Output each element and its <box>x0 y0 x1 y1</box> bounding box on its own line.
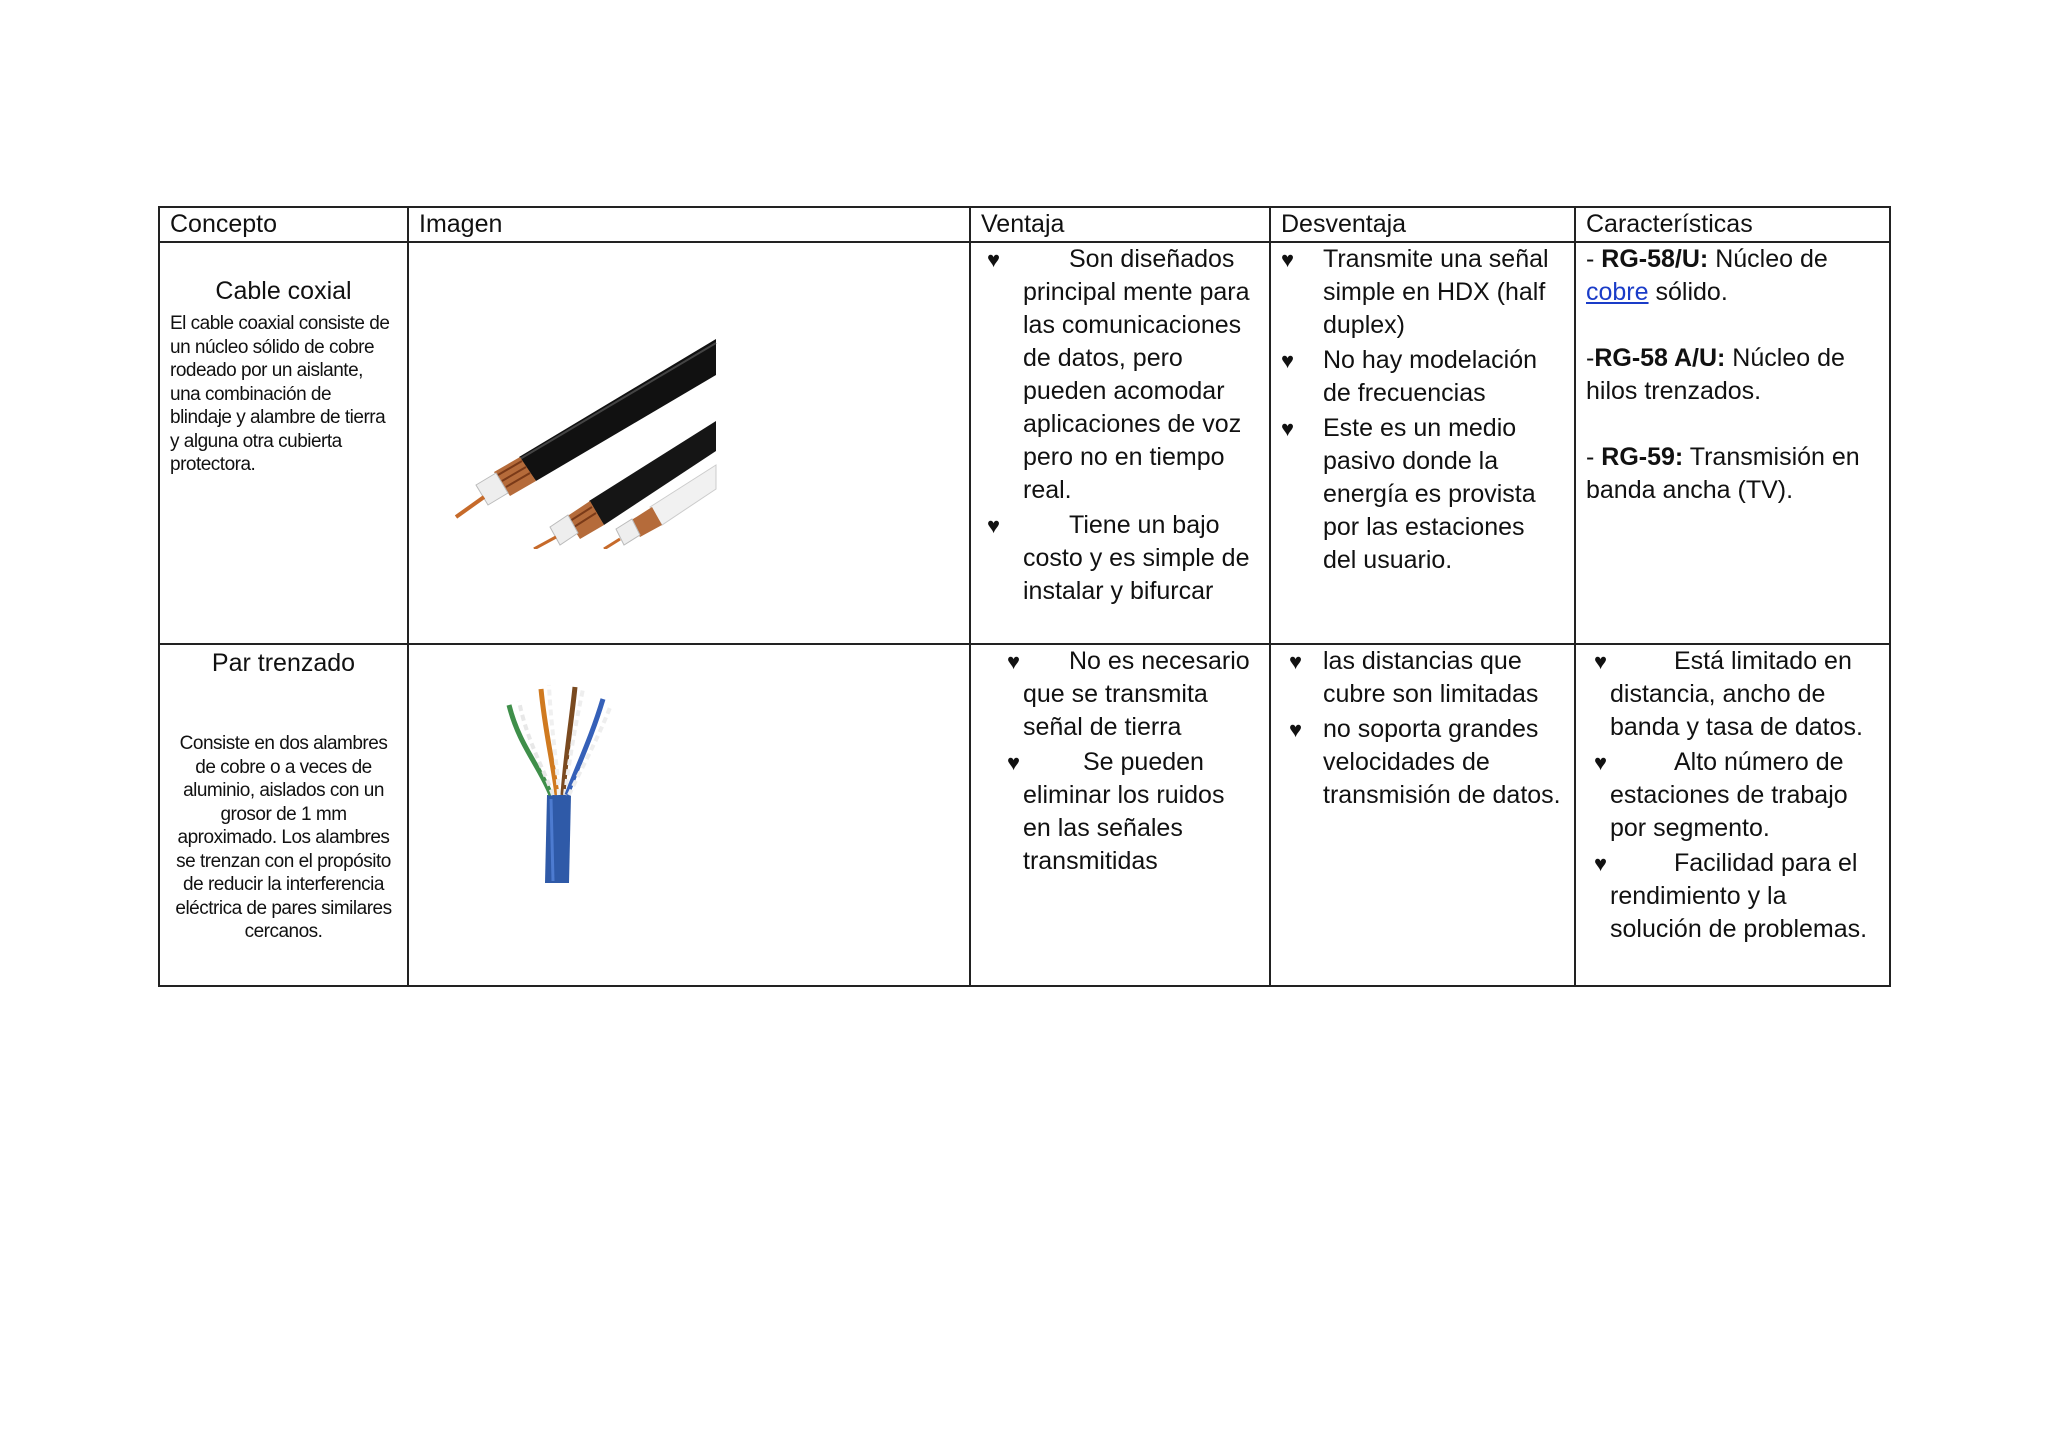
table-header-row <box>159 207 1890 242</box>
heart-bullet-icon: ♥ <box>1289 717 1303 742</box>
header-imagen: Imagen <box>408 207 970 242</box>
coaxial-cable-photo <box>454 339 734 549</box>
list-item: ♥ Alto número de estaciones de trabajo por segmento. <box>1594 748 1848 842</box>
header-concepto: Concepto <box>159 207 408 242</box>
ventaja-cell <box>970 644 1270 986</box>
table-row-par-trenzado <box>159 644 1890 986</box>
list-item: ♥ Tiene un bajo costo y es simple de instalar y bifurcar <box>987 511 1250 605</box>
desventajas-list <box>1281 243 1564 577</box>
heart-bullet-icon: ♥ <box>1594 649 1608 674</box>
heart-bullet-icon: ♥ <box>1007 649 1021 674</box>
table-row-coaxial <box>159 242 1890 644</box>
heart-bullet-icon: ♥ <box>1281 247 1295 272</box>
header-desventaja: Desventaja <box>1270 207 1575 242</box>
concepto-cell <box>159 242 408 644</box>
heart-bullet-icon: ♥ <box>987 247 1001 272</box>
heart-bullet-icon: ♥ <box>1281 416 1295 441</box>
header-caracteristicas: Características <box>1575 207 1890 242</box>
caracteristicas-list <box>1586 645 1879 946</box>
ventajas-list <box>981 645 1259 878</box>
concept-description: El cable coaxial consiste de un núcleo sólido de cobre rodeado por un aislante, una combinación de blindaje y alambre de tierra y alguna otra cubierta protectora. <box>170 313 390 475</box>
list-item: ♥ Se pueden eliminar los ruidos en las señales transmitidas <box>1007 748 1225 875</box>
cobre-link[interactable]: cobre <box>1586 278 1649 306</box>
twisted-pair-cable-photo <box>479 675 649 885</box>
desventaja-cell <box>1270 242 1575 644</box>
heart-bullet-icon: ♥ <box>1281 348 1295 373</box>
header-ventaja: Ventaja <box>970 207 1270 242</box>
caracteristicas-cell <box>1575 242 1890 644</box>
image-cell <box>408 644 970 986</box>
concept-title: Par trenzado <box>211 649 356 677</box>
heart-bullet-icon: ♥ <box>1007 750 1021 775</box>
concept-description: Consiste en dos alambres de cobre o a veces de aluminio, aislados con un grosor de 1 mm aproximado. Los alambres se trenzan con el propósito de reducir la interferencia eléctrica de pares similares cercanos. <box>175 733 392 942</box>
list-item: ♥ Este es un medio pasivo donde la energía es provista por las estaciones del usuario. <box>1281 414 1536 574</box>
characteristic-rg58au: -RG-58 A/U: Núcleo de hilos trenzados. <box>1586 344 1845 405</box>
list-item: ♥ Está limitado en distancia, ancho de banda y tasa de datos. <box>1594 647 1863 741</box>
desventaja-cell <box>1270 644 1575 986</box>
list-item: ♥ las distancias que cubre son limitadas <box>1289 647 1539 708</box>
heart-bullet-icon: ♥ <box>1289 649 1303 674</box>
characteristic-rg58u: - RG-58/U: Núcleo de cobre sólido. <box>1586 245 1828 306</box>
concepto-cell <box>159 644 408 986</box>
comparison-table <box>158 206 1891 987</box>
list-item: ♥ No es necesario que se transmita señal de tierra <box>1007 647 1250 741</box>
desventajas-list <box>1281 645 1564 812</box>
list-item: ♥ Son diseñados principal mente para las comunicaciones de datos, pero pueden acomodar aplicaciones de voz pero no en tiempo real. <box>987 245 1250 504</box>
ventaja-cell <box>970 242 1270 644</box>
image-cell <box>408 242 970 644</box>
heart-bullet-icon: ♥ <box>1594 750 1608 775</box>
concept-title: Cable coxial <box>215 277 352 305</box>
characteristic-rg59: - RG-59: Transmisión en banda ancha (TV). <box>1586 443 1860 504</box>
list-item: ♥ No hay modelación de frecuencias <box>1281 346 1538 407</box>
list-item: ♥ Facilidad para el rendimiento y la solución de problemas. <box>1594 849 1868 943</box>
list-item: ♥ no soporta grandes velocidades de transmisión de datos. <box>1289 715 1561 809</box>
list-item: ♥ Transmite una señal simple en HDX (half duplex) <box>1281 245 1549 339</box>
heart-bullet-icon: ♥ <box>987 513 1001 538</box>
caracteristicas-cell <box>1575 644 1890 986</box>
heart-bullet-icon: ♥ <box>1594 851 1608 876</box>
ventajas-list <box>981 243 1259 608</box>
